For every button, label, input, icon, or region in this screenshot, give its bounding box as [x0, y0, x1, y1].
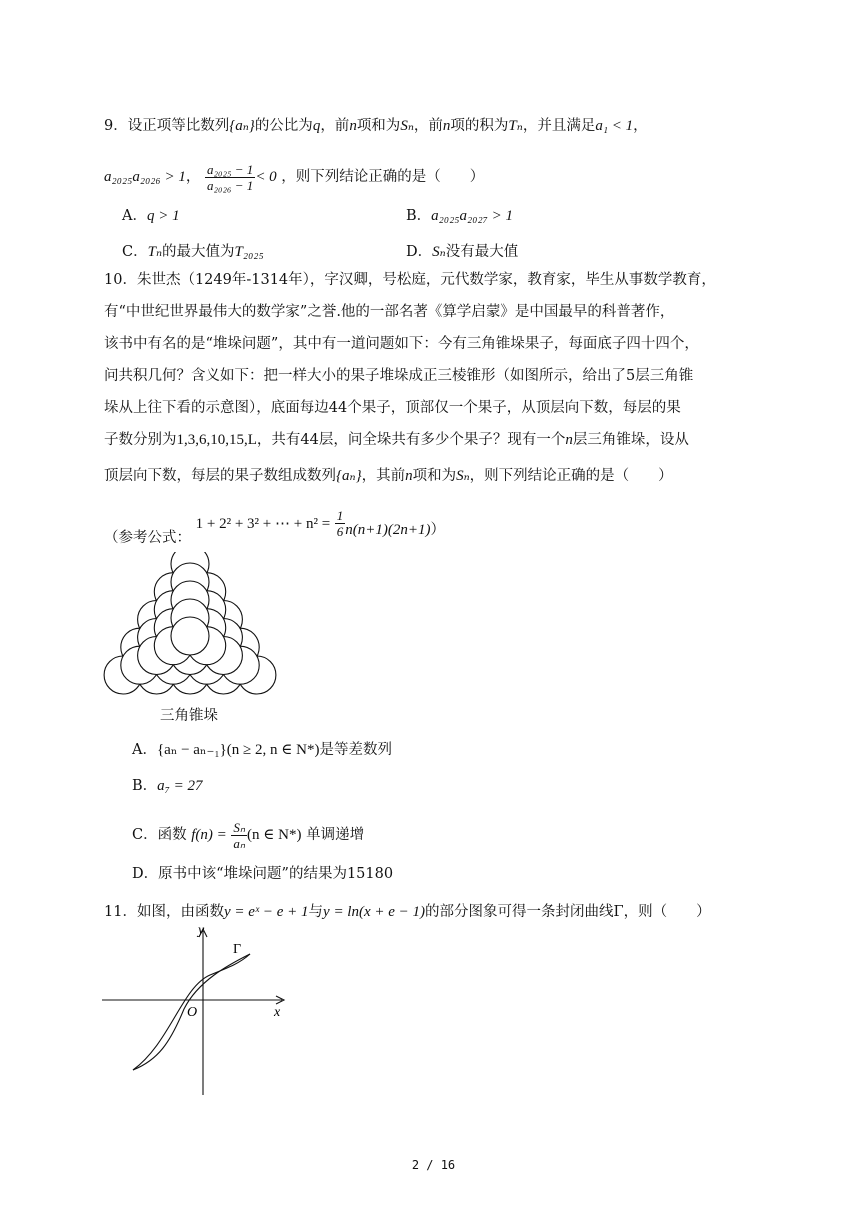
- q10-line2: 有“中世纪世界最伟大的数学家”之誉.他的一部名著《算学启蒙》是中国最早的科普著作，: [104, 304, 675, 320]
- q10-option-a: A．{aₙ − aₙ₋₁}(n ≥ 2, n ∈ N*)是等差数列: [132, 742, 392, 758]
- q9-line2: a₂₀₂₅a₂₀₂₆ > 1， $\frac{\text{a₂₀₂₅ − 1}}{\text{a₂₀₂₆ − 1}}$ < 0 ，则下列结论正确的是（ ）: [104, 161, 485, 193]
- q9-option-d: D．Sₙ没有最大值: [406, 244, 519, 260]
- page-number: 2 / 16: [411, 1158, 456, 1172]
- cond-a1: a₁ < 1: [595, 118, 634, 134]
- triangular-pile-figure: [102, 552, 282, 702]
- fruit-ball: [171, 617, 209, 655]
- function-ln: y = ln(x + e − 1): [323, 904, 426, 920]
- q10-line1: 10．朱世杰（1249年-1314年），字汉卿，号松庭，元代数学家，教育家，毕生从事数学教育，: [104, 272, 716, 288]
- q10-line3: 该书中有名的是“堆垛问题”，其中有一道问题如下：今有三角锥垛果子，每面底子四十四个，: [104, 336, 699, 352]
- q10-line7: 顶层向下数，每层的果子数组成数列{aₙ}，其前n项和为Sₙ，则下列结论正确的是（ ）: [104, 468, 673, 484]
- q10-option-b: B．a₇ = 27: [132, 778, 203, 794]
- x-axis-label: x: [274, 1005, 281, 1020]
- q10-line5: 垛从上往下看的示意图），底面每边44个果子，顶部仅一个果子，从顶层向下数，每层的果: [104, 400, 681, 416]
- q10-reference-formula: （参考公式： 1 + 2² + 3² + ⋯ + n² = $\frac{1}{6}$ n(n+1)(2n+1)）: [104, 508, 445, 546]
- closed-curve-graph: [100, 925, 300, 1100]
- q9-option-b: B．a₂₀₂₅a₂₀₂₇ > 1: [406, 208, 513, 224]
- q10-line6: 子数分别为1,3,6,10,15,L，共有44层，问全垛共有多少个果子？现有一个n层三角锥垛，设从: [104, 432, 689, 448]
- cond-product: a₂₀₂₅a₂₀₂₆ > 1: [104, 169, 186, 185]
- q10-option-d: D．原书中该“堆垛问题”的结果为15180: [132, 866, 394, 882]
- q10-line4: 问共积几何？含义如下：把一样大小的果子堆垛成正三棱锥形（如图所示，给出了5层三角锥: [104, 368, 694, 384]
- q9-option-a: A．q > 1: [122, 208, 180, 224]
- q11-line1: 11．如图，由函数y = eˣ − e + 1与y = ln(x + e − 1)的部分图象可得一条封闭曲线Γ，则（ ）: [104, 904, 711, 920]
- y-axis-label: y: [198, 925, 205, 938]
- origin-label: O: [187, 1005, 198, 1020]
- function-exp: y = eˣ − e + 1: [223, 904, 309, 920]
- gamma-label: Γ: [233, 942, 242, 957]
- q9-fraction: $\frac{\text{a₂₀₂₅ − 1}}{\text{a₂₀₂₆ − 1}}$: [206, 161, 254, 193]
- q9-number: 9．: [104, 118, 128, 134]
- seq-values: 1,3,6,10,15,L: [176, 432, 257, 448]
- q9-option-c: C．Tₙ的最大值为T₂₀₂₅: [122, 244, 264, 260]
- q10-option-c: C．函数 f(n) = $\frac{\text{Sₙ}}{\text{aₙ}}$ (n ∈ N*) 单调递增: [132, 819, 365, 851]
- q9-line1: 9．设正项等比数列{aₙ}的公比为q，前n项和为Sₙ，前n项的积为Tₙ，并且满足a₁ < 1，: [104, 118, 648, 134]
- figure-caption: 三角锥垛: [160, 708, 218, 724]
- seq-an: {aₙ}: [229, 118, 255, 134]
